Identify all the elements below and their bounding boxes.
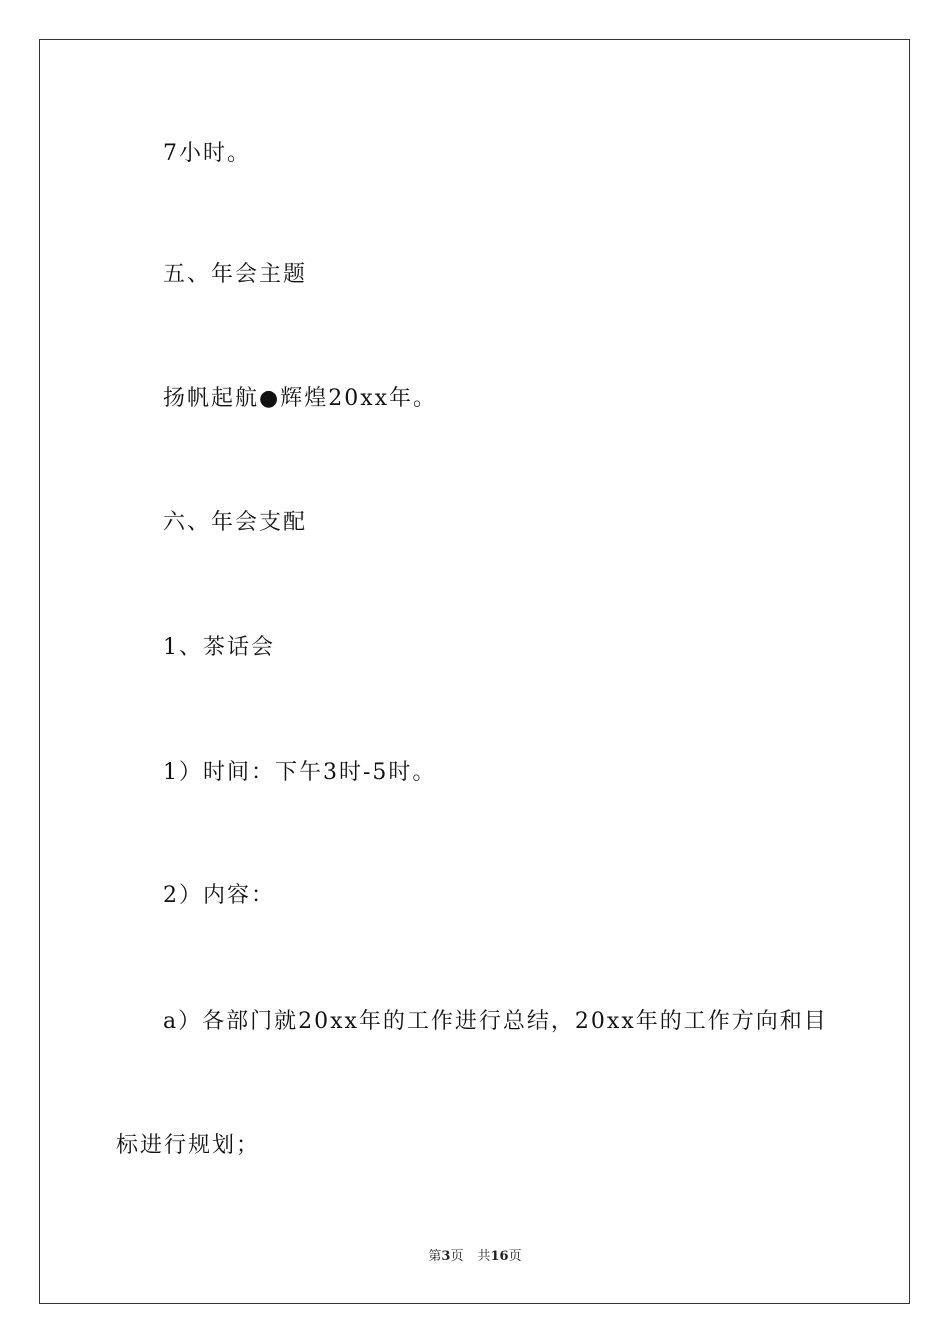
footer-total-pages: 16 [490,1249,509,1264]
page-border [39,39,910,1304]
text-line-content: 2）内容： [163,883,275,908]
footer-total-suffix: 页 [508,1249,522,1264]
text-line-item-a: a）各部门就20xx年的工作进行总结，20xx年的工作方向和目 [163,1009,828,1034]
footer-current-page: 3 [441,1249,451,1264]
page-footer [0,1248,950,1266]
text-line-item-a-continued: 标进行规划； [116,1133,261,1158]
footer-page-suffix: 页 [450,1249,464,1264]
footer-total-prefix: 共 [477,1249,491,1264]
section-heading-6: 六、年会支配 [163,510,308,535]
text-line-1: 7小时。 [163,141,251,166]
text-line-theme: 扬帆起航●辉煌20xx年。 [163,386,438,411]
subheading-tea-party: 1、茶话会 [163,635,275,660]
text-line-time: 1）时间：下午3时-5时。 [163,760,437,785]
footer-prefix: 第 [428,1249,442,1264]
section-heading-5: 五、年会主题 [163,262,308,287]
